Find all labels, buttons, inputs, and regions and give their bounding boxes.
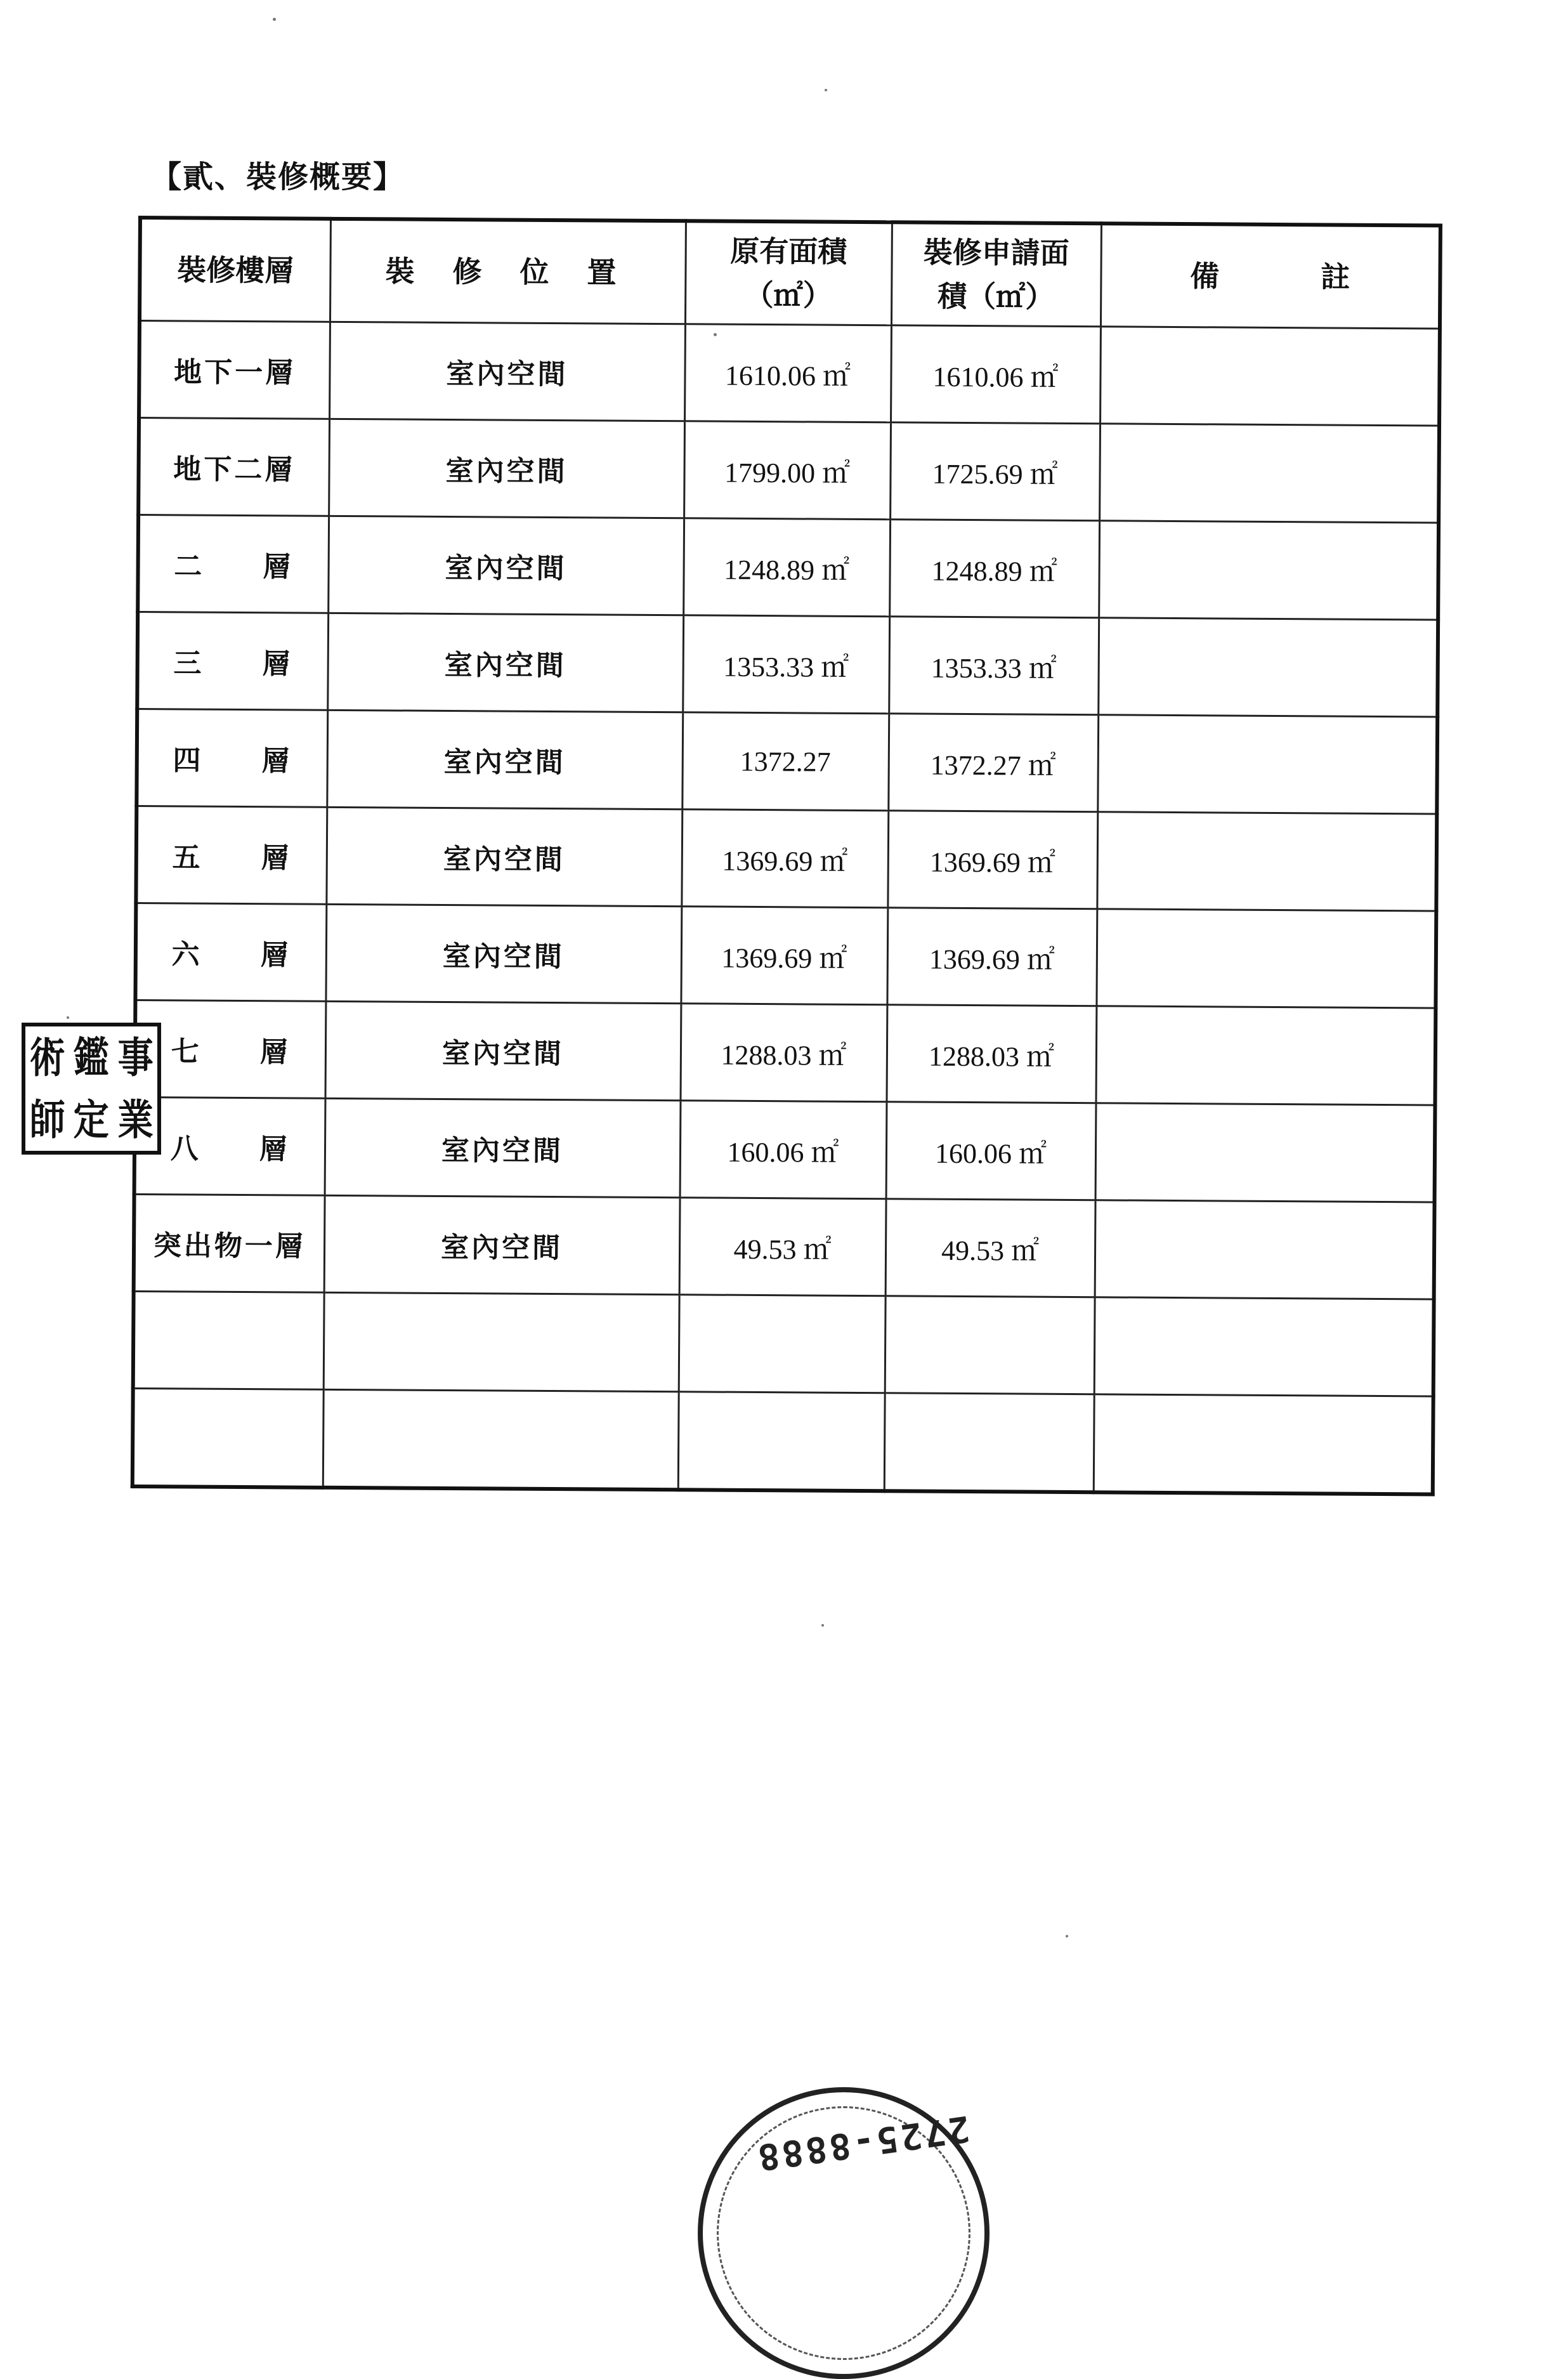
header-original-area-line2: （㎡） bbox=[744, 277, 832, 313]
floor-cell bbox=[136, 806, 327, 905]
floor-number: 三 bbox=[173, 647, 204, 680]
header-floor: 裝修樓層 bbox=[140, 218, 330, 322]
floor-suffix: 層 bbox=[262, 648, 293, 681]
floor-suffix: 層 bbox=[261, 745, 292, 778]
header-remarks-char-a: 備 bbox=[1190, 258, 1220, 293]
original-area-cell: 1372.27 bbox=[682, 712, 889, 811]
table-row bbox=[137, 612, 1438, 718]
empty-cell bbox=[679, 1295, 885, 1393]
table-row bbox=[138, 515, 1439, 620]
applied-area-cell: 160.06 ㎡ bbox=[886, 1102, 1096, 1200]
empty-cell bbox=[1094, 1297, 1434, 1396]
floor-cell bbox=[136, 709, 327, 808]
seal-char: 事 bbox=[117, 1033, 154, 1082]
floor-cell bbox=[134, 1097, 325, 1195]
floor-cell bbox=[135, 903, 326, 1001]
floor-cell bbox=[135, 1000, 326, 1098]
header-location bbox=[330, 219, 686, 324]
location-cell: 室內空間 bbox=[329, 322, 685, 421]
applied-area-cell: 1369.69 ㎡ bbox=[887, 811, 1097, 909]
floor-cell bbox=[138, 515, 329, 613]
header-remarks bbox=[1101, 223, 1441, 329]
floor-cell: 地下二層 bbox=[138, 418, 329, 516]
scan-speck bbox=[825, 89, 827, 91]
renovation-summary-table-wrap bbox=[131, 216, 1439, 1496]
floor-cell bbox=[137, 612, 328, 711]
header-applied-area-line2: 積（㎡） bbox=[938, 279, 1055, 314]
empty-cell bbox=[133, 1291, 324, 1389]
floor-suffix: 層 bbox=[260, 939, 291, 972]
remarks-cell bbox=[1095, 1200, 1435, 1299]
table-row bbox=[136, 806, 1437, 912]
header-location-label: 裝 修 位 置 bbox=[385, 253, 630, 290]
scan-speck bbox=[273, 18, 276, 21]
seal-char: 鑑 bbox=[73, 1033, 110, 1082]
floor-number: 六 bbox=[171, 938, 202, 971]
empty-cell bbox=[678, 1392, 885, 1491]
applied-area-cell: 1372.27 ㎡ bbox=[888, 714, 1098, 812]
floor-number: 二 bbox=[174, 550, 205, 583]
floor-number: 五 bbox=[172, 841, 203, 874]
scan-speck bbox=[821, 1624, 824, 1627]
original-area-cell: 1369.69 ㎡ bbox=[681, 907, 887, 1005]
remarks-cell bbox=[1095, 1103, 1435, 1202]
floor-suffix: 層 bbox=[263, 551, 294, 584]
floor-number: 七 bbox=[171, 1035, 202, 1068]
remarks-cell bbox=[1099, 424, 1439, 523]
header-applied-area-line1: 裝修申請面 bbox=[923, 235, 1069, 270]
table-row bbox=[134, 1097, 1435, 1202]
applied-area-cell: 1725.69 ㎡ bbox=[890, 423, 1100, 521]
remarks-cell bbox=[1099, 521, 1439, 620]
scan-speck bbox=[714, 333, 717, 336]
location-cell: 室內空間 bbox=[327, 613, 683, 712]
remarks-cell bbox=[1100, 327, 1440, 426]
location-cell: 室內空間 bbox=[324, 1195, 680, 1294]
empty-cell bbox=[323, 1292, 679, 1391]
header-original-area bbox=[685, 221, 892, 325]
floor-number: 四 bbox=[173, 744, 204, 777]
floor-suffix: 層 bbox=[259, 1036, 291, 1069]
location-cell: 室內空間 bbox=[326, 807, 682, 906]
table-row bbox=[136, 709, 1437, 815]
floor-suffix: 層 bbox=[259, 1133, 290, 1166]
table-row bbox=[134, 1194, 1435, 1299]
original-area-cell: 1369.69 ㎡ bbox=[681, 809, 888, 908]
professional-seal bbox=[22, 1023, 161, 1155]
remarks-cell bbox=[1096, 909, 1436, 1008]
remarks-cell bbox=[1098, 618, 1438, 717]
floor-number: 八 bbox=[170, 1132, 201, 1165]
empty-cell bbox=[884, 1393, 1094, 1493]
applied-area-cell: 1369.69 ㎡ bbox=[887, 908, 1097, 1006]
floor-suffix: 層 bbox=[261, 842, 292, 875]
location-cell: 室內空間 bbox=[325, 1001, 681, 1100]
table-header-row bbox=[140, 218, 1441, 329]
renovation-summary-table bbox=[131, 216, 1442, 1497]
table-row bbox=[139, 321, 1440, 426]
seal-char: 業 bbox=[117, 1095, 154, 1144]
table-row bbox=[135, 1000, 1436, 1105]
empty-cell bbox=[885, 1296, 1095, 1394]
remarks-cell bbox=[1097, 715, 1437, 814]
empty-cell bbox=[1094, 1394, 1434, 1495]
header-original-area-line1: 原有面積 bbox=[730, 233, 847, 269]
applied-area-cell: 1353.33 ㎡ bbox=[889, 617, 1099, 715]
original-area-cell: 1288.03 ㎡ bbox=[680, 1004, 887, 1102]
applied-area-cell: 1610.06 ㎡ bbox=[891, 325, 1101, 424]
empty-cell bbox=[133, 1388, 323, 1487]
original-area-cell: 1799.00 ㎡ bbox=[684, 421, 891, 520]
seal-char: 定 bbox=[73, 1095, 110, 1144]
remarks-cell bbox=[1095, 1006, 1435, 1105]
location-cell: 室內空間 bbox=[329, 419, 684, 518]
original-area-cell: 1248.89 ㎡ bbox=[683, 518, 890, 617]
location-cell: 室內空間 bbox=[325, 904, 681, 1003]
original-area-cell: 1610.06 ㎡ bbox=[684, 324, 891, 423]
table-row bbox=[135, 903, 1436, 1008]
seal-char: 師 bbox=[29, 1095, 65, 1144]
applied-area-cell: 1248.89 ㎡ bbox=[889, 520, 1099, 618]
scan-speck bbox=[67, 1016, 69, 1019]
applied-area-cell: 1288.03 ㎡ bbox=[886, 1005, 1096, 1103]
applied-area-cell: 49.53 ㎡ bbox=[885, 1199, 1095, 1297]
table-row bbox=[138, 418, 1439, 523]
remarks-cell bbox=[1097, 812, 1437, 911]
original-area-cell: 49.53 ㎡ bbox=[679, 1198, 886, 1296]
round-stamp-text: 2725-8888 bbox=[753, 2107, 972, 2179]
section-title: 【貳、裝修概要】 bbox=[151, 159, 405, 195]
table-row-empty bbox=[133, 1291, 1434, 1396]
location-cell: 室內空間 bbox=[328, 516, 684, 615]
header-remarks-char-b: 註 bbox=[1321, 259, 1350, 294]
seal-char: 術 bbox=[29, 1033, 65, 1082]
location-cell: 室內空間 bbox=[327, 710, 683, 809]
empty-cell bbox=[323, 1389, 679, 1490]
location-cell: 室內空間 bbox=[325, 1098, 681, 1197]
table-row-empty bbox=[133, 1388, 1434, 1494]
floor-cell: 突出物一層 bbox=[134, 1194, 325, 1292]
original-area-cell: 1353.33 ㎡ bbox=[683, 615, 889, 714]
floor-cell: 地下一層 bbox=[139, 321, 330, 419]
header-applied-area bbox=[891, 222, 1101, 327]
original-area-cell: 160.06 ㎡ bbox=[680, 1101, 887, 1199]
scan-speck bbox=[1066, 1935, 1068, 1937]
